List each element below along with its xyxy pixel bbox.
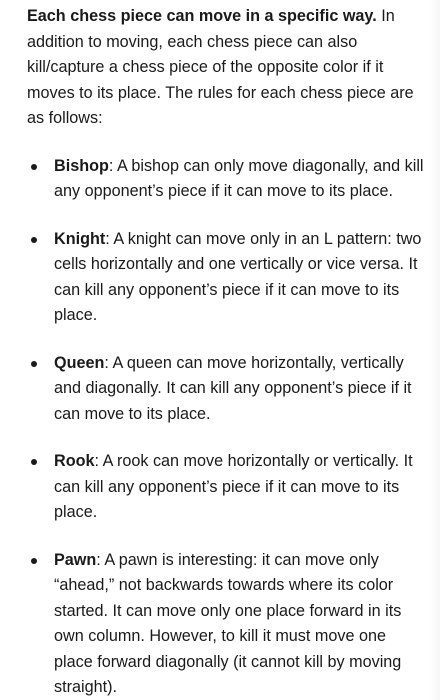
rule-text: : A rook can move horizontally or vertically. It can kill any opponent’s piece if it can move to its place. <box>54 452 413 521</box>
rule-item-rook <box>27 449 424 526</box>
bullet-icon <box>31 237 37 243</box>
rule-text: : A queen can move horizontally, vertically and diagonally. It can kill any opponent’s piece if it can move to its place. <box>54 353 412 423</box>
rule-item-bishop <box>27 154 424 205</box>
rule-text: : A bishop can only move diagonally, and kill any opponent’s piece if it can move to its place. <box>54 156 424 200</box>
rule-term: Rook <box>54 452 95 470</box>
intro-body-text: In addition to moving, each chess piece can also kill/capture a chess piece of the opposite color if it moves to its place. The rules for each chess piece are as follows: <box>27 7 414 127</box>
chess-rules-list <box>27 154 428 700</box>
bullet-icon <box>31 459 37 465</box>
rule-term: Knight <box>54 229 106 248</box>
rule-text: : A pawn is interesting: it can move only “ahead,” not backwards towards where its color started. It can move only one place forward in its own column. However, to kill it must move one place forward diagonally (it cannot kill by moving straight). <box>54 550 402 696</box>
intro-paragraph <box>27 4 422 132</box>
bullet-icon <box>31 558 37 564</box>
rule-item-knight <box>27 227 424 329</box>
rule-term: Bishop <box>54 156 109 175</box>
rule-item-pawn <box>27 548 424 700</box>
rule-term: Pawn <box>54 550 97 569</box>
bullet-icon <box>31 361 37 367</box>
right-edge-shadow <box>430 0 440 700</box>
bullet-icon <box>31 164 37 170</box>
rule-item-queen <box>27 351 424 428</box>
intro-lead-sentence: Each chess piece can move in a specific way. <box>27 7 377 25</box>
rule-text: : A knight can move only in an L pattern: two cells horizontally and one vertically or vice versa. It can kill any opponent’s piece if it can move to its place. <box>54 229 422 324</box>
rule-term: Queen <box>54 353 105 372</box>
